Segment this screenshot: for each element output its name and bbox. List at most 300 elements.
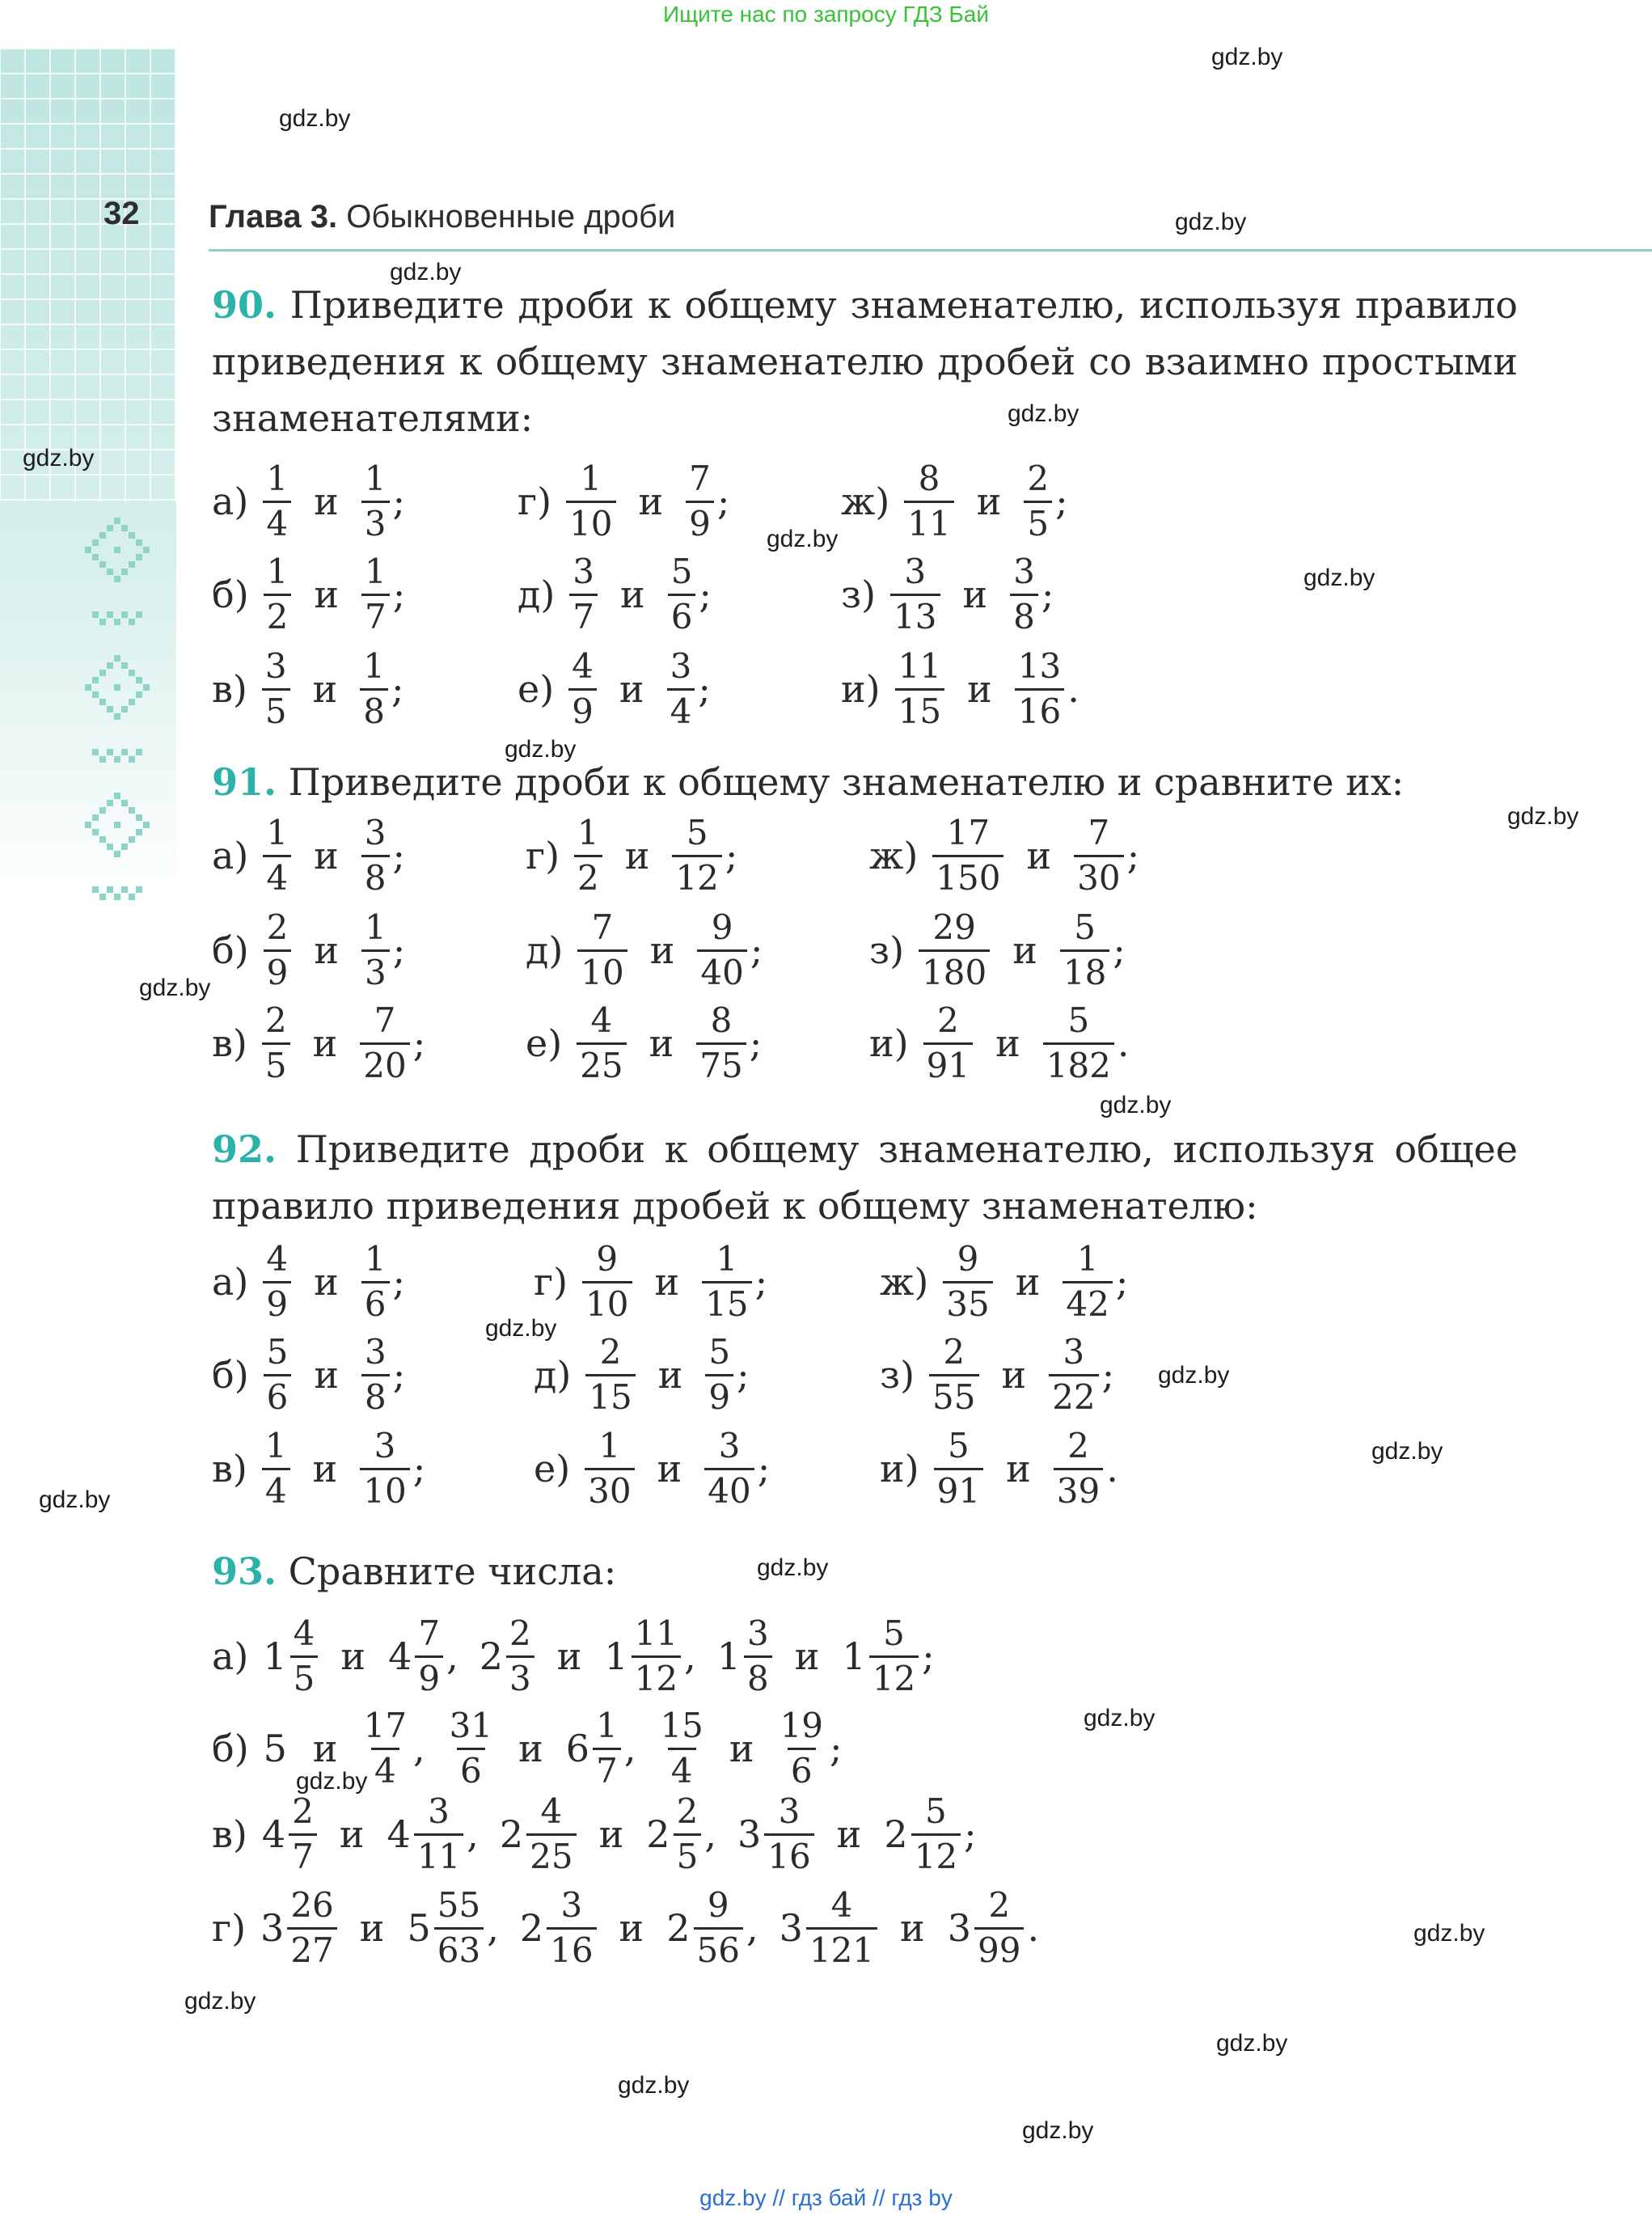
- fraction: [361, 814, 390, 898]
- watermark: gdz.by: [1100, 1092, 1172, 1118]
- punctuation: ;: [1055, 480, 1068, 523]
- chapter-heading: [209, 199, 675, 235]
- numerator: 13: [1017, 646, 1062, 687]
- whole-part: 2: [479, 1634, 503, 1678]
- numerator: 29: [932, 907, 976, 948]
- conjunction: и: [729, 1727, 754, 1770]
- numerator: 3: [718, 1426, 741, 1466]
- punctuation: ,: [446, 1634, 458, 1678]
- fraction: [632, 1614, 681, 1698]
- denominator: 27: [287, 1927, 336, 1970]
- denominator: 5: [262, 1042, 290, 1085]
- denominator: 5: [290, 1655, 319, 1698]
- comparison-row: [212, 1613, 935, 1698]
- numerator: 1: [266, 459, 289, 499]
- exercise-item: [534, 1241, 767, 1322]
- punctuation: ;: [391, 667, 404, 711]
- conjunction: и: [619, 667, 644, 711]
- whole-part: 3: [737, 1812, 762, 1856]
- denominator: 180: [919, 949, 990, 992]
- exercise-item: [841, 554, 1054, 635]
- item-label: г): [534, 1260, 568, 1304]
- numerator: 1: [266, 813, 289, 853]
- exercise-item: [212, 554, 405, 635]
- conjunction: и: [619, 1906, 644, 1950]
- denominator: 6: [264, 1374, 292, 1417]
- item-label: и): [841, 667, 881, 711]
- item-label: в): [212, 667, 247, 711]
- whole-part: 2: [666, 1906, 691, 1950]
- denominator: 9: [705, 1374, 733, 1417]
- numerator: 1: [598, 1426, 621, 1466]
- numerator: 1: [1076, 1239, 1099, 1279]
- mixed-number: [446, 1706, 496, 1791]
- exercise-item: [841, 646, 1080, 731]
- item-label: б): [212, 928, 249, 972]
- punctuation: ,: [746, 1906, 758, 1950]
- item-label: в): [212, 1021, 247, 1065]
- denominator: 13: [890, 594, 940, 636]
- fraction: [262, 647, 290, 731]
- denominator: 91: [934, 1468, 983, 1511]
- item-label: б): [212, 1727, 249, 1770]
- fraction: [668, 552, 696, 636]
- numerator: 9: [957, 1239, 979, 1279]
- exercise-item: [880, 1334, 1114, 1415]
- exercise-item: [526, 815, 737, 896]
- exercise-item: [212, 646, 404, 731]
- conjunction: и: [518, 1727, 543, 1770]
- denominator: 7: [569, 594, 598, 636]
- numerator: 15: [660, 1706, 703, 1746]
- numerator: 5: [266, 1332, 289, 1372]
- chapter-label: Глава 3.: [209, 199, 338, 235]
- task-number: 93.: [212, 1550, 277, 1593]
- mixed-number: [604, 1614, 681, 1698]
- conjunction: и: [962, 573, 988, 616]
- punctuation: .: [1067, 667, 1080, 711]
- numerator: 5: [708, 1332, 731, 1372]
- denominator: 8: [744, 1655, 772, 1698]
- punctuation: ;: [1126, 834, 1140, 877]
- fraction: [289, 1792, 317, 1876]
- punctuation: ;: [750, 928, 763, 972]
- conjunction: и: [1015, 1260, 1041, 1304]
- chapter-title: Обыкновенные дроби: [346, 199, 676, 235]
- numerator: 8: [918, 459, 940, 499]
- punctuation: ;: [392, 1260, 406, 1304]
- punctuation: ;: [412, 1021, 426, 1065]
- denominator: 4: [667, 688, 695, 731]
- exercise-item: [518, 554, 712, 635]
- mixed-number: [717, 1614, 772, 1698]
- exercise-item: [869, 907, 1126, 992]
- punctuation: ;: [412, 1447, 426, 1490]
- task-91-text: [212, 754, 1518, 810]
- fraction: [574, 814, 602, 898]
- denominator: 30: [585, 1468, 634, 1511]
- denominator: 4: [263, 855, 291, 898]
- numerator: 4: [572, 646, 594, 687]
- conjunction: и: [995, 1021, 1020, 1065]
- conjunction: и: [314, 1353, 340, 1397]
- task-92-text: [212, 1121, 1518, 1234]
- conjunction: и: [638, 480, 664, 523]
- task-statement: Сравните числа:: [288, 1550, 617, 1593]
- item-label: е): [526, 1021, 563, 1065]
- page-number: 32: [104, 196, 140, 231]
- fraction: [1063, 1240, 1112, 1324]
- comparison-row: [212, 1791, 977, 1876]
- denominator: 8: [361, 855, 390, 898]
- punctuation: ;: [757, 1447, 771, 1490]
- watermark: gdz.by: [184, 1988, 256, 2015]
- fraction: [694, 1886, 743, 1970]
- numerator: 5: [686, 813, 708, 853]
- item-label: г): [518, 480, 552, 523]
- denominator: 25: [526, 1833, 576, 1876]
- denominator: 7: [361, 594, 390, 636]
- watermark: gdz.by: [296, 1768, 368, 1795]
- denominator: 9: [686, 501, 714, 543]
- watermark: gdz.by: [1413, 1920, 1485, 1947]
- watermark: gdz.by: [1175, 209, 1247, 235]
- item-label: д): [526, 928, 564, 972]
- fraction: [446, 1706, 496, 1791]
- watermark: gdz.by: [757, 1554, 829, 1581]
- fraction: [360, 1001, 409, 1085]
- item-label: е): [534, 1447, 571, 1490]
- numerator: 8: [710, 1000, 733, 1041]
- denominator: 3: [361, 501, 390, 543]
- denominator: 11: [904, 501, 953, 543]
- exercise-item: [518, 646, 711, 731]
- denominator: 39: [1054, 1468, 1103, 1511]
- conjunction: и: [657, 1447, 682, 1490]
- watermark: gdz.by: [279, 105, 351, 132]
- numerator: 1: [266, 552, 289, 592]
- mixed-number: [500, 1792, 577, 1876]
- conjunction: и: [649, 928, 675, 972]
- header-rule: [209, 249, 1652, 252]
- numerator: 17: [946, 813, 991, 853]
- fraction: [696, 1001, 746, 1085]
- fraction: [361, 552, 390, 636]
- denominator: 16: [764, 1833, 813, 1876]
- numerator: 2: [988, 1885, 1011, 1926]
- numerator: 7: [418, 1613, 441, 1654]
- denominator: 8: [361, 1374, 390, 1417]
- conjunction: и: [359, 1906, 385, 1950]
- numerator: 17: [363, 1706, 408, 1746]
- fraction: [263, 1240, 291, 1324]
- denominator: 9: [264, 949, 292, 992]
- item-label: в): [212, 1447, 247, 1490]
- numerator: 4: [266, 1239, 289, 1279]
- fraction: [672, 814, 721, 898]
- numerator: 3: [747, 1613, 769, 1654]
- denominator: 182: [1043, 1042, 1114, 1085]
- exercise-item: [869, 815, 1139, 896]
- conjunction: и: [314, 928, 340, 972]
- denominator: 56: [694, 1927, 743, 1970]
- numerator: 3: [1013, 552, 1035, 592]
- fraction: [806, 1886, 877, 1970]
- mixed-number: [388, 1614, 443, 1698]
- fraction: [934, 1427, 983, 1511]
- numerator: 2: [943, 1332, 965, 1372]
- fraction: [361, 1706, 410, 1791]
- item-label: и): [880, 1447, 919, 1490]
- numerator: 5: [670, 552, 693, 592]
- whole-part: 2: [884, 1812, 908, 1856]
- conjunction: и: [624, 834, 650, 877]
- numerator: 3: [264, 646, 287, 687]
- fraction: [667, 647, 695, 731]
- numerator: 1: [264, 1426, 287, 1466]
- denominator: 15: [585, 1374, 635, 1417]
- fraction: [290, 1614, 319, 1698]
- conjunction: и: [976, 480, 1002, 523]
- watermark: gdz.by: [139, 975, 211, 1001]
- watermark: gdz.by: [1507, 803, 1579, 830]
- denominator: 12: [911, 1833, 961, 1876]
- mixed-number: [262, 1792, 317, 1876]
- footer-links[interactable]: gdz.by // гдз бай // гдз by: [699, 2185, 953, 2210]
- mixed-number: [566, 1706, 621, 1791]
- exercise-item: [212, 1334, 405, 1415]
- mixed-number: [777, 1706, 826, 1791]
- fraction: [415, 1614, 443, 1698]
- fraction: [904, 459, 953, 543]
- fraction: [1010, 552, 1038, 636]
- item-label: в): [212, 1812, 247, 1856]
- fraction: [869, 1614, 919, 1698]
- watermark: gdz.by: [1303, 564, 1375, 591]
- numerator: 4: [540, 1791, 563, 1832]
- denominator: 6: [457, 1748, 485, 1791]
- fraction: [361, 1333, 390, 1417]
- whole-part: 5: [407, 1906, 431, 1950]
- exercise-item: [526, 907, 763, 992]
- punctuation: ;: [392, 928, 406, 972]
- numerator: 5: [1074, 907, 1096, 948]
- whole-part: 3: [947, 1906, 971, 1950]
- fraction: [974, 1886, 1024, 1970]
- fraction: [526, 1792, 576, 1876]
- numerator: 2: [599, 1332, 622, 1372]
- fraction: [585, 1427, 634, 1511]
- punctuation: ;: [392, 573, 406, 616]
- fraction: [568, 647, 597, 731]
- exercise-item: [212, 907, 406, 992]
- fraction: [593, 1706, 621, 1791]
- whole-part: 5: [263, 1727, 287, 1770]
- punctuation: .: [1027, 1906, 1040, 1950]
- numerator: 3: [365, 1332, 387, 1372]
- conjunction: и: [836, 1812, 862, 1856]
- fraction: [764, 1792, 813, 1876]
- sidebar-decoration: [0, 49, 176, 914]
- denominator: 22: [1049, 1374, 1098, 1417]
- whole-part: 4: [261, 1812, 286, 1856]
- denominator: 12: [632, 1655, 681, 1698]
- numerator: 2: [936, 1000, 959, 1041]
- mixed-number: [264, 1727, 290, 1770]
- mixed-number: [260, 1886, 337, 1970]
- fraction: [932, 814, 1003, 898]
- watermark: gdz.by: [390, 259, 462, 285]
- watermark: gdz.by: [767, 526, 839, 552]
- numerator: 7: [591, 907, 614, 948]
- numerator: 9: [707, 1885, 729, 1926]
- watermark: gdz.by: [39, 1486, 111, 1513]
- conjunction: и: [314, 1260, 339, 1304]
- punctuation: ;: [392, 1353, 406, 1397]
- fraction: [264, 1333, 292, 1417]
- punctuation: ,: [704, 1812, 716, 1856]
- fraction: [577, 1001, 626, 1085]
- fraction: [264, 908, 292, 992]
- watermark: gdz.by: [23, 445, 95, 471]
- punctuation: ;: [737, 1353, 750, 1397]
- watermark: gdz.by: [485, 1315, 557, 1342]
- punctuation: ;: [1041, 573, 1054, 616]
- fraction: [744, 1614, 772, 1698]
- numerator: 2: [1027, 459, 1050, 499]
- denominator: 18: [1060, 949, 1109, 992]
- denominator: 8: [360, 688, 388, 731]
- fraction: [697, 908, 746, 992]
- fraction: [566, 459, 615, 543]
- conjunction: и: [967, 667, 992, 711]
- denominator: 55: [929, 1374, 978, 1417]
- item-label: е): [518, 667, 555, 711]
- punctuation: ,: [684, 1634, 696, 1678]
- numerator: 1: [577, 813, 599, 853]
- fraction: [547, 1886, 596, 1970]
- denominator: 42: [1063, 1281, 1112, 1324]
- conjunction: и: [620, 573, 645, 616]
- fraction: [577, 908, 627, 992]
- punctuation: ,: [413, 1727, 425, 1770]
- numerator: 3: [778, 1791, 801, 1832]
- denominator: 5: [1024, 501, 1052, 543]
- item-label: б): [212, 1353, 249, 1397]
- task-statement: Приведите дроби к общему знаменателю, используя правило приведения к общему знаменателю дробей со взаимно простыми знаменателями:: [212, 283, 1518, 440]
- denominator: 30: [1074, 855, 1123, 898]
- punctuation: ;: [716, 480, 730, 523]
- numerator: 19: [780, 1706, 824, 1746]
- conjunction: и: [654, 1260, 680, 1304]
- exercise-item: [880, 1241, 1128, 1322]
- numerator: 2: [266, 907, 289, 948]
- fraction: [929, 1333, 978, 1417]
- denominator: 7: [593, 1748, 621, 1791]
- punctuation: ,: [487, 1906, 499, 1950]
- numerator: 3: [364, 813, 387, 853]
- numerator: 1: [363, 646, 385, 687]
- comparison-row: [212, 1885, 1040, 1970]
- numerator: 3: [670, 646, 692, 687]
- task-statement: Приведите дроби к общему знаменателю, используя общее правило приведения дробей к общему знаменателю:: [212, 1127, 1519, 1228]
- numerator: 2: [264, 1000, 287, 1041]
- punctuation: ;: [1115, 1260, 1129, 1304]
- watermark: gdz.by: [1008, 400, 1080, 427]
- fraction: [1060, 908, 1109, 992]
- denominator: 4: [263, 501, 291, 543]
- mixed-number: [737, 1792, 814, 1876]
- fraction: [674, 1792, 702, 1876]
- denominator: 9: [263, 1281, 291, 1324]
- fraction: [262, 1001, 290, 1085]
- denominator: 10: [360, 1468, 409, 1511]
- conjunction: и: [900, 1906, 925, 1950]
- whole-part: 2: [646, 1812, 670, 1856]
- punctuation: ;: [754, 1260, 768, 1304]
- numerator: 9: [711, 907, 733, 948]
- whole-part: 4: [387, 1812, 411, 1856]
- mixed-number: [666, 1886, 743, 1970]
- watermark: gdz.by: [618, 2072, 690, 2099]
- numerator: 1: [365, 907, 387, 948]
- numerator: 4: [293, 1613, 315, 1654]
- watermark: gdz.by: [1211, 44, 1283, 70]
- whole-part: 2: [519, 1906, 544, 1950]
- mixed-number: [520, 1886, 597, 1970]
- exercise-item: [526, 1000, 763, 1085]
- item-label: а): [212, 480, 249, 523]
- denominator: 3: [361, 949, 390, 992]
- exercise-item: [212, 461, 405, 542]
- numerator: 1: [716, 1239, 738, 1279]
- fraction: [287, 1886, 336, 1970]
- denominator: 91: [923, 1042, 973, 1085]
- mixed-number: [480, 1614, 534, 1698]
- mixed-number: [842, 1614, 919, 1698]
- item-label: ж): [841, 480, 890, 523]
- denominator: 10: [577, 949, 627, 992]
- item-label: ж): [880, 1260, 929, 1304]
- numerator: 1: [365, 552, 387, 592]
- denominator: 2: [264, 594, 292, 636]
- watermark: gdz.by: [505, 736, 577, 763]
- exercise-item: [841, 461, 1068, 542]
- task-90-text: [212, 277, 1518, 446]
- fraction: [262, 1427, 290, 1511]
- punctuation: .: [1106, 1447, 1118, 1490]
- punctuation: ;: [1101, 1353, 1115, 1397]
- denominator: 3: [506, 1655, 534, 1698]
- fraction: [263, 814, 291, 898]
- denominator: 12: [869, 1655, 919, 1698]
- mixed-number: [884, 1792, 961, 1876]
- watermark: gdz.by: [1371, 1438, 1443, 1465]
- denominator: 4: [668, 1748, 696, 1791]
- conjunction: и: [657, 1353, 683, 1397]
- punctuation: ;: [1113, 928, 1126, 972]
- whole-part: 4: [388, 1634, 412, 1678]
- denominator: 35: [943, 1281, 992, 1324]
- numerator: 1: [580, 459, 602, 499]
- fraction: [911, 1792, 961, 1876]
- whole-part: 3: [779, 1906, 803, 1950]
- denominator: 40: [704, 1468, 754, 1511]
- numerator: 1: [364, 1239, 387, 1279]
- item-label: г): [212, 1906, 247, 1950]
- conjunction: и: [340, 1634, 366, 1678]
- top-banner[interactable]: Ищите нас по запросу ГДЗ Бай: [662, 2, 990, 27]
